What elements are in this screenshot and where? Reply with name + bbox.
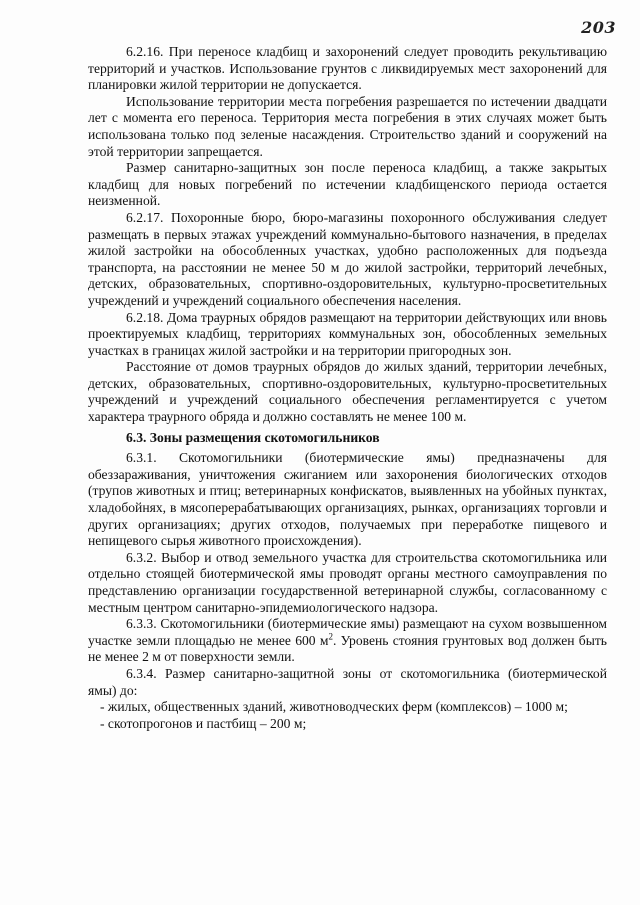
paragraph-6-2-18: 6.2.18. Дома траурных обрядов размещают на территории действующих или вновь проектируемых кладбищ, территориях коммунальных зон, обособленных земельных участках в границах жилой застройки и на территории пригородных зон. (88, 309, 607, 358)
paragraph-6-3-2: 6.3.2. Выбор и отвод земельного участка для строительства скотомогильника или отдельно стоящей биотермической ямы проводят органы местного самоуправления по представлению организации государственной ветеринарной службы, согласованному с местным центром санитарно-эпидемиологического надзора. (88, 549, 607, 615)
paragraph-6-3-4: 6.3.4. Размер санитарно-защитной зоны от скотомогильника (биотермической ямы) до: (88, 665, 607, 698)
paragraph-6-3-3-tail: . Уровень стояния грунтовых вод должен быть не менее 2 м от поверхности земли. (88, 632, 607, 665)
paragraph-distance: Расстояние от домов траурных обрядов до жилых зданий, территории лечебных, детских, образовательных, спортивно-оздоровительных, культурно-просветительных учреждений и учреждений социального обеспечения регламентируется с учетом характера траурного обряда и должно составлять не менее 100 м. (88, 359, 607, 425)
paragraph-6-3-3 (88, 616, 607, 666)
page-number: 203 (581, 18, 616, 37)
paragraph-6-2-16: 6.2.16. При переносе кладбищ и захоронений следует проводить рекультивацию территорий и участков. Использование грунтов с ликвидируемых мест захоронений для планировки жилой территории не допускается. (88, 44, 607, 93)
superscript-2: 2 (328, 631, 333, 642)
section-heading: 6.3. Зоны размещения скотомогильников (126, 429, 380, 445)
paragraph-6-3-1: 6.3.1. Скотомогильники (биотермические ямы) предназначены для обеззараживания, уничтожения сжиганием или захоронения биологических отходов (трупов животных и птиц; ветеринарных конфискатов, выявленных на убойных пунктах, хладобойнях, в мясоперерабатывающих организациях, рынках, организациях торговли и других организациях; других отходов, получаемых при переработке пищевого и непищевого сырья животного происхождения). (88, 450, 607, 549)
paragraph-burial-use: Использование территории места погребения разрешается по истечении двадцати лет с момента его переноса. Территория места погребения в этих случаях может быть использована только под зеленые насаждения. Строительство зданий и сооружений на этой территории запрещается. (88, 93, 607, 159)
paragraph-6-3-3-main: 6.3.3. Скотомогильники (биотермические ямы) размещают на сухом возвышенном участке земли площадью не менее 600 м (88, 616, 607, 648)
paragraph-sanitary-zone: Размер санитарно-защитных зон после переноса кладбищ, а также закрытых кладбищ для новых погребений по истечении кладбищенского периода остается неизменной. (88, 160, 607, 209)
paragraph-6-2-17: 6.2.17. Похоронные бюро, бюро-магазины похоронного обслуживания следует размещать в первых этажах учреждений коммунально-бытового назначения, в пределах жилой застройки на обособленных участках, удобно расположенных для подъезда транспорта, на расстоянии не менее 50 м до жилой застройки, территорий лечебных, детских, образовательных, спортивно-оздоровительных, культурно-просветительных учреждений и учреждений социального обеспечения населения. (88, 209, 607, 308)
list-item: - скотопрогонов и пастбищ – 200 м; (100, 715, 307, 731)
list-item: - жилых, общественных зданий, животноводческих ферм (комплексов) – 1000 м; (100, 699, 568, 715)
document-body (88, 44, 607, 732)
